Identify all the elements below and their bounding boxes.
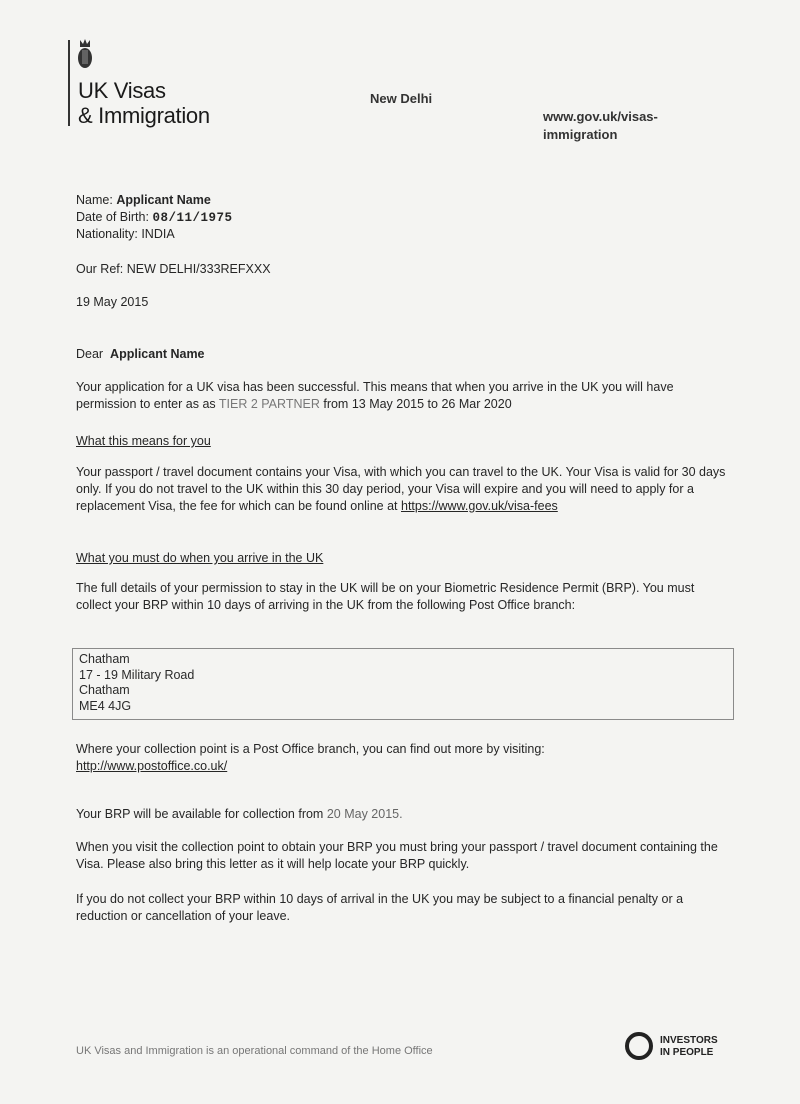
nationality-label: Nationality: <box>76 227 138 241</box>
reference-value: NEW DELHI/333REFXXX <box>126 262 271 276</box>
collection-point-text: Where your collection point is a Post Office branch, you can find out more by visiting: <box>76 742 545 756</box>
greeting-word: Dear <box>76 347 104 361</box>
reference-label: Our Ref: <box>76 262 124 276</box>
intro-text: Your application for a UK visa has been successful. This means that when you arrive in the UK you will have permission to enter as as <box>76 380 674 411</box>
reference-row <box>76 261 271 278</box>
address-line-2: 17 - 19 Military Road <box>79 667 195 682</box>
dob-label: Date of Birth: <box>76 210 149 224</box>
dob-value: 08/11/1975 <box>152 211 233 225</box>
address-line-4: ME4 4JG <box>79 698 132 713</box>
visa-validity-text: Your passport / travel document contains your Visa, with which you can travel to the UK. Your Visa is valid for 30 days only. If you do not travel to the UK within this 30 day period, your Visa will expire and you will need to apply for a replacement Visa, the fee for which can be found online at <box>76 465 726 513</box>
visa-category: TIER 2 PARTNER <box>218 397 320 411</box>
brp-availability <box>76 806 403 823</box>
brand-line-1: UK Visas <box>78 78 166 103</box>
dob-row <box>76 209 232 227</box>
intro-paragraph <box>76 379 736 413</box>
applicant-name-row <box>76 192 211 209</box>
brand-logo <box>78 78 210 128</box>
brp-paragraph: The full details of your permission to stay in the UK will be on your Biometric Residence Permit (BRP). You must collect your BRP within 10 days of arriving in the UK from the following Post Office branch: <box>76 581 695 612</box>
letter-date: 19 May 2015 <box>76 295 149 309</box>
section-heading-arrival: What you must do when you arrive in the UK <box>76 551 324 565</box>
badge-line-2: IN PEOPLE <box>660 1047 714 1058</box>
investors-in-people-badge <box>624 1030 718 1067</box>
badge-text <box>660 1035 718 1059</box>
availability-date: 20 May 2015. <box>326 807 403 821</box>
footer-text: UK Visas and Immigration is an operational command of the Home Office <box>76 1045 433 1057</box>
name-label: Name: <box>76 193 113 207</box>
bring-documents-paragraph: When you visit the collection point to obtain your BRP you must bring your passport / travel document containing the Visa. Please also bring this letter as it will help locate your BRP quickly. <box>76 840 718 871</box>
office-location: New Delhi <box>370 91 433 106</box>
logo-divider <box>68 40 70 126</box>
address-line-1: Chatham <box>79 652 130 666</box>
website-link[interactable]: www.gov.uk/visas-immigration <box>543 109 658 142</box>
nationality-row <box>76 226 175 243</box>
badge-line-1: INVESTORS <box>660 1035 718 1046</box>
brand-line-2: & Immigration <box>78 103 210 128</box>
penalty-paragraph: If you do not collect your BRP within 10 days of arrival in the UK you may be subject to a financial penalty or a reduction or cancellation of your leave. <box>76 892 684 923</box>
investors-in-people-icon <box>624 1030 654 1062</box>
greeting <box>76 346 205 363</box>
post-office-address-box <box>72 648 734 720</box>
visa-fees-link[interactable]: https://www.gov.uk/visa-fees <box>401 499 558 513</box>
nationality-value: INDIA <box>141 227 175 241</box>
visa-period: from 13 May 2015 to 26 Mar 2020 <box>323 397 512 411</box>
greeting-name: Applicant Name <box>110 347 205 361</box>
availability-text: Your BRP will be available for collection from <box>76 807 324 821</box>
section-heading-what-this-means: What this means for you <box>76 434 211 448</box>
royal-crest-icon <box>76 38 94 70</box>
visa-validity-paragraph <box>76 464 736 515</box>
name-value: Applicant Name <box>116 193 211 207</box>
address-line-3: Chatham <box>79 683 130 697</box>
post-office-link[interactable]: http://www.postoffice.co.uk/ <box>76 759 228 773</box>
